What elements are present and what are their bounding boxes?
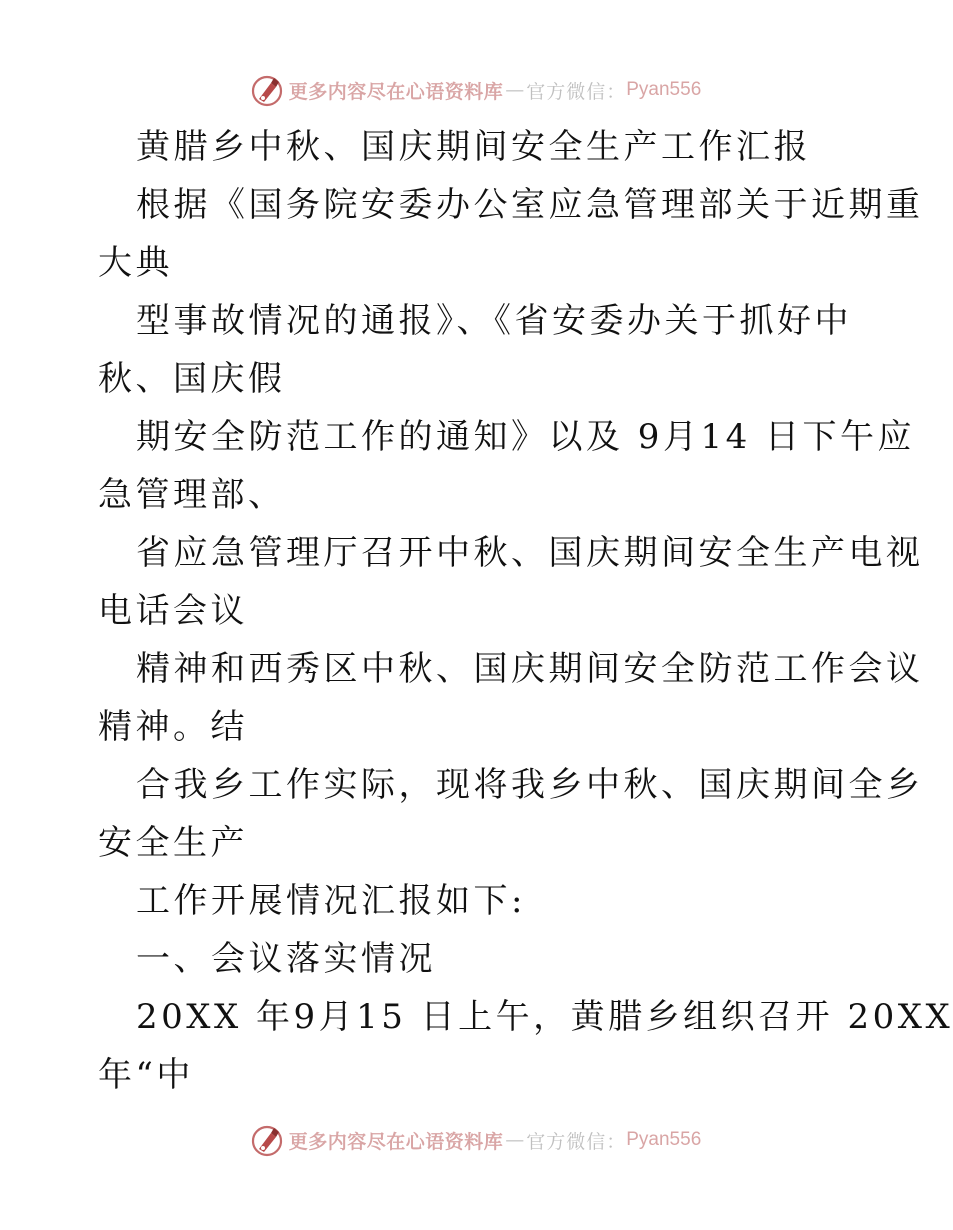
text-line: 期安全防范工作的通知》以及 9月14 日下午应	[136, 417, 916, 457]
footer-watermark	[0, 1120, 950, 1160]
document-title: 黄腊乡中秋、国庆期间安全生产工作汇报	[136, 127, 811, 167]
watermark-separator: —	[505, 79, 525, 101]
pen-nib-logo-icon	[249, 72, 285, 108]
text-line: 20XX 年9月15 日上午，黄腊乡组织召开 20XX	[136, 997, 953, 1037]
text-line: 省应急管理厅召开中秋、国庆期间安全生产电视	[136, 533, 924, 573]
text-line: 大典	[98, 243, 173, 283]
document-body	[98, 118, 953, 1104]
watermark-text: 更多内容尽在心语资料库	[288, 1130, 504, 1153]
header-watermark	[0, 70, 950, 110]
text-line: 电话会议	[98, 591, 248, 631]
text-line: 根据《国务院安委办公室应急管理部关于近期重	[136, 185, 924, 225]
watermark-separator: —	[505, 1129, 525, 1151]
watermark-wechat-label: 官方微信：	[526, 80, 627, 103]
watermark-text: 更多内容尽在心语资料库	[288, 80, 504, 103]
text-line: 合我乡工作实际，现将我乡中秋、国庆期间全乡	[136, 765, 924, 805]
watermark-wechat-label: 官方微信：	[526, 1130, 627, 1153]
text-line: 精神和西秀区中秋、国庆期间安全防范工作会议	[136, 649, 924, 689]
text-line: 精神。结	[98, 707, 248, 747]
watermark-wechat-id: Pyan556	[626, 79, 702, 100]
text-line: 工作开展情况汇报如下:	[136, 881, 526, 921]
text-line: 型事故情况的通报》、《省安委办关于抓好中	[136, 301, 852, 341]
text-line: 年“中	[98, 1055, 194, 1095]
text-line: 秋、国庆假	[98, 359, 286, 399]
section-heading: 一、会议落实情况	[136, 939, 436, 979]
text-line: 急管理部、	[98, 475, 286, 515]
pen-nib-logo-icon	[249, 1122, 285, 1158]
text-line: 安全生产	[98, 823, 248, 863]
watermark-wechat-id: Pyan556	[626, 1129, 702, 1150]
